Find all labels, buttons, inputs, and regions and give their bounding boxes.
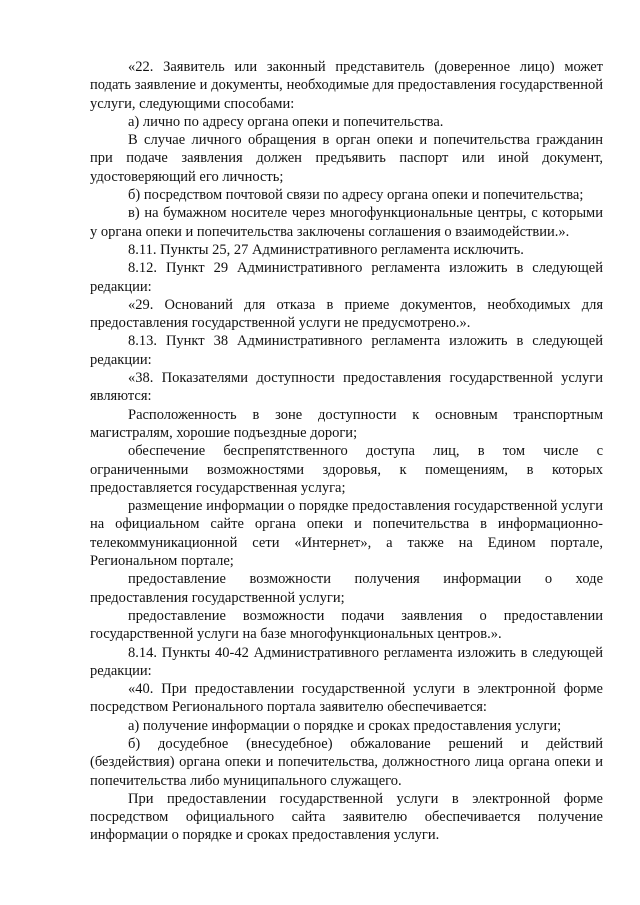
paragraph-22-c: в) на бумажном носителе через многофункциональные центры, с которыми у органа опеки и попечительства заключены соглашения о взаимодействии.».: [90, 205, 603, 240]
paragraph-8-12: 8.12. Пункт 29 Административного регламента изложить в следующей редакции:: [90, 260, 603, 295]
paragraph-22-a: а) лично по адресу органа опеки и попечительства.: [128, 113, 444, 130]
paragraph-8-14: 8.14. Пункты 40-42 Административного регламента изложить в следующей редакции:: [90, 644, 603, 679]
paragraph-22-intro: «22. Заявитель или законный представитель (доверенное лицо) может подать заявление и документы, необходимые для предоставления государственной услуги, следующими способами:: [90, 59, 603, 112]
paragraph-38-mfc: предоставление возможности подачи заявления о предоставлении государственной услуги на базе многофункциональных центров.».: [90, 607, 603, 643]
paragraph-38-info-placement: размещение информации о порядке предоставления государственной услуги на официальном сайте органа опеки и попечительства в информационно-телекоммуникационной сети «Интернет», а также на Едином портале, Региональном портале;: [90, 498, 603, 570]
paragraph-40-a: а) получение информации о порядке и сроках предоставления услуги;: [128, 717, 562, 734]
paragraph-40-b: б) досудебное (внесудебное) обжалование решений и действий (бездействия) органа опеки и попечительства, должностного лица органа опеки и попечительства либо муниципального служащего.: [90, 735, 603, 789]
paragraph-38-intro: «38. Показателями доступности предоставления государственной услуги являются:: [90, 370, 603, 405]
paragraph-40-site: При предоставлении государственной услуги в электронной форме посредством официального сайта заявителю обеспечивается получение информации о порядке и сроках предоставления услуги.: [90, 790, 603, 844]
paragraph-22-b: б) посредством почтовой связи по адресу органа опеки и попечительства;: [128, 187, 584, 204]
paragraph-40-intro: «40. При предоставлении государственной услуги в электронной форме посредством Регионального портала заявителю обеспечивается:: [90, 681, 603, 716]
paragraph-38-info-progress: предоставление возможности получения информации о ходе предоставления государственной услуги;: [90, 571, 603, 606]
paragraph-22-personal: В случае личного обращения в орган опеки и попечительства гражданин при подаче заявления должен предъявить паспорт или иной документ, удостоверяющий его личность;: [90, 132, 603, 185]
paragraph-38-transport: Расположенность в зоне доступности к основным транспортным магистралям, хорошие подъездные дороги;: [90, 406, 603, 441]
paragraph-29: «29. Оснований для отказа в приеме документов, необходимых для предоставления государственной услуги не предусмотрено.».: [90, 296, 603, 332]
paragraph-38-access: обеспечение беспрепятственного доступа лиц, в том числе с ограниченными возможностями здоровья, к помещениям, в которых предоставляется государственная услуга;: [90, 443, 603, 496]
paragraph-8-13: 8.13. Пункт 38 Административного регламента изложить в следующей редакции:: [90, 333, 603, 368]
paragraph-8-11: 8.11. Пункты 25, 27 Административного регламента исключить.: [128, 241, 524, 258]
